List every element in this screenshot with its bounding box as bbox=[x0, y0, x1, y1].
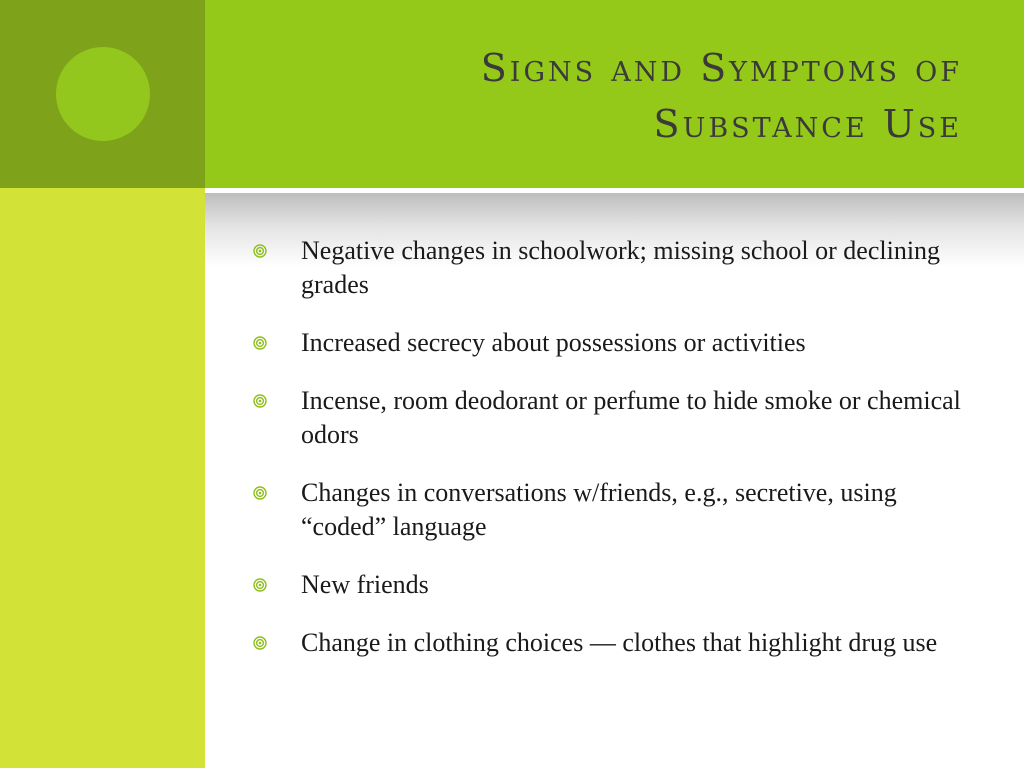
slide-title bbox=[262, 40, 962, 152]
bullet-item bbox=[250, 234, 970, 302]
target-bullet-icon bbox=[253, 336, 267, 350]
title-line-2: Substance Use bbox=[653, 102, 962, 146]
bullet-text: Change in clothing choices — clothes that highlight drug use bbox=[301, 628, 938, 657]
bullet-item bbox=[250, 476, 970, 544]
bullet-text: Incense, room deodorant or perfume to hide smoke or chemical odors bbox=[301, 386, 961, 449]
bullet-item bbox=[250, 568, 970, 602]
bullet-item bbox=[250, 384, 970, 452]
bullet-text: Changes in conversations w/friends, e.g., secretive, using “coded” language bbox=[301, 478, 897, 541]
bullet-list bbox=[250, 234, 970, 684]
bullet-text: Negative changes in schoolwork; missing school or declining grades bbox=[301, 236, 941, 299]
title-line-1: Signs and Symptoms of bbox=[480, 46, 962, 90]
target-bullet-icon bbox=[253, 486, 267, 500]
target-bullet-icon bbox=[253, 636, 267, 650]
target-bullet-icon bbox=[253, 394, 267, 408]
bullet-item bbox=[250, 626, 970, 660]
target-bullet-icon bbox=[253, 244, 267, 258]
corner-decoration bbox=[0, 0, 205, 188]
bullet-text: New friends bbox=[301, 570, 429, 599]
bullet-text: Increased secrecy about possessions or activities bbox=[301, 328, 806, 357]
side-bar bbox=[0, 188, 205, 768]
bullet-item bbox=[250, 326, 970, 360]
decorative-circle bbox=[56, 47, 150, 141]
target-bullet-icon bbox=[253, 578, 267, 592]
